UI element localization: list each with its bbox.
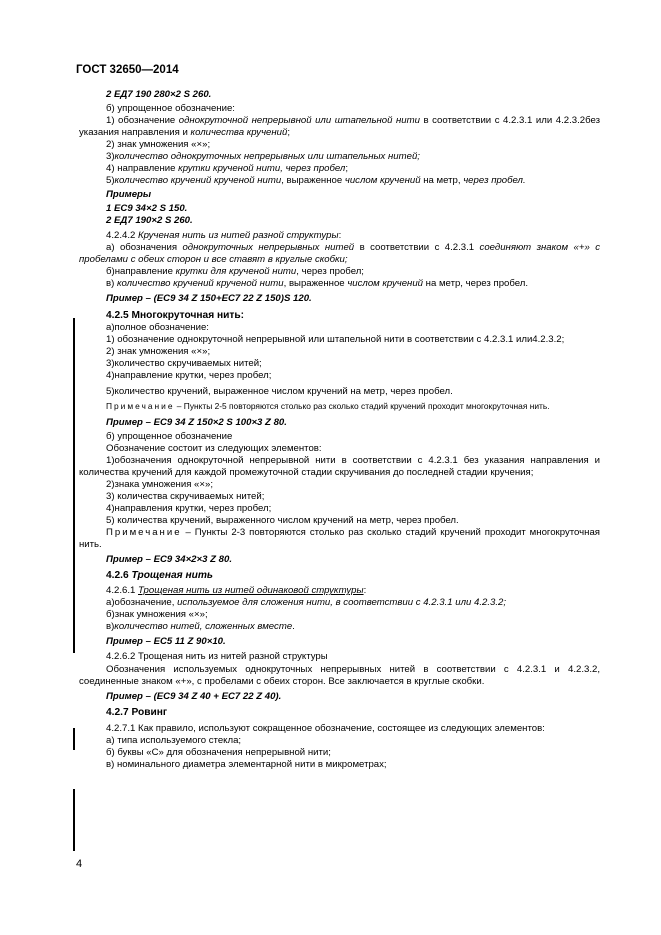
text-run: 2 ЕД7 190 280×2 S 260. [106,89,212,100]
text-run: 1)обозначения однокруточной непрерывной нити в соответствии с 4.2.3.1 без указания направления и количества кручений для каждой промежуточной стадии скручивания до последней стадии кручения; [79,454,600,478]
text-run: количество кручений крученой нити [116,277,284,289]
text-run: 4.2.7.1 Как правило, используют сокращенное обозначение, состоящее из следующих элементов: [106,722,545,734]
list-item [79,609,600,621]
note [79,527,600,551]
text-run: 2)знака умножения «×»; [106,478,213,490]
list-item [79,370,600,382]
text-run: через пробел. [463,175,526,187]
change-bar [73,728,75,750]
list-item [79,103,600,115]
text-run: соединяют знаком «+» с пробелами с обеих сторон и все ставят в круглые скобки; [79,241,600,265]
text-run: 4)направления крутки, через пробел; [106,502,272,514]
list-item [79,621,600,633]
text-run: , через пробел; [296,265,364,277]
text-run: 1) обозначение однокруточной непрерывной или штапельной нити в соответствии с 4.2.3.1 или4.2.3.2; [106,333,565,345]
list-item [79,491,600,503]
text-run: Трощеная нить из нитей одинаковой структуры [138,585,364,597]
text-run: количество однокруточных непрерывных или штапельных нитей; [114,151,420,163]
section-heading [79,310,600,322]
text-run: однокруточных непрерывных нитей [182,241,355,253]
list-item [79,346,600,358]
example-line [79,89,600,101]
text-run: : [338,229,342,241]
list-item [79,503,600,515]
text-run: 4.2.7 Ровинг [106,706,168,718]
text-run: Пример – (ЕС9 34 Z 150+ЕС7 22 Z 150)S 120. [106,292,312,304]
text-run: Трощеная нить [131,570,213,582]
text-run: – Пункты 2-3 повторяются столько раз сколько стадий кручений проходит многокруточная нить. [79,527,600,551]
page-header: ГОСТ 32650—2014 [76,64,179,76]
text-run: количество кручений крученой нити [114,175,282,187]
text-run: числом кручений [347,277,423,289]
text-run: а)обозначение, [106,597,178,609]
example-line [79,215,600,227]
change-bar [73,318,75,653]
example-line [79,691,600,703]
text-run: 5) [106,175,115,187]
text-run: Примечание [106,401,175,412]
page-body [79,89,600,771]
text-run: . [292,621,295,633]
example-line [79,636,600,648]
list-item [79,455,600,479]
example-line [79,417,600,429]
example-line [79,203,600,215]
list-item [79,759,600,771]
text-run: количество нитей, сложенных вместе [114,621,293,633]
list-item [79,334,600,346]
text-run: 1 ЕС9 34×2 S 150. [106,203,188,215]
list-item [79,358,600,370]
text-run: Примеры [106,189,152,201]
text-run: 3) [106,151,115,163]
list-item [79,163,600,175]
text-run: Примечание [106,527,182,539]
text-run: 1) обозначение [106,115,179,127]
text-run: количества кручений [190,127,288,139]
list-item [79,479,600,491]
text-run: 5)количество кручений, выраженное числом кручений на метр, через пробел. [106,386,453,398]
list-item [79,278,600,290]
text-run: б)знак умножения «×»; [106,609,208,621]
text-run: на метр, [420,175,464,187]
list-item [79,139,600,151]
text-run: крутки крученой нити, через пробел [178,163,346,175]
text-run: числом кручений [344,175,421,187]
text-run: а)полное обозначение: [106,321,209,333]
text-run: Обозначение состоит из следующих элементов: [106,442,322,454]
example-line [79,293,600,305]
text-run: однокруточной непрерывной или штапельной нити [178,115,420,127]
text-run: в) [106,277,117,289]
text-run: ; [345,163,349,175]
text-run: 4.2.5 Многокруточная нить: [106,309,245,321]
list-item [79,735,600,747]
paragraph [79,443,600,455]
paragraph [79,723,600,735]
list-item [79,597,600,609]
text-run: : [363,585,367,597]
text-run: Пример – (ЕС9 34 Z 40 + ЕС7 22 Z 40). [106,690,282,702]
text-run: б) упрощенное обозначение [106,430,233,442]
text-run: б) буквы «С» для обозначения непрерывной нити; [106,746,331,758]
text-run: а) типа используемого стекла; [106,734,242,746]
section-heading [79,570,600,582]
text-run: Обозначения используемых однокруточных непрерывных нитей в соответствии с 4.2.3.1 и 4.2.3.2, соединенные знаком «+», с пробелами с обеих сторон. Все заключается в круглые скобки. [79,663,600,687]
text-run: 2 ЕД7 190×2 S 260. [106,215,193,227]
text-run: 4.2.4.2 [106,229,139,241]
note [79,401,600,413]
section-heading [79,707,600,719]
text-run: 4.2.6.1 [106,585,139,597]
text-run: 2) знак умножения «×»; [106,139,211,151]
text-run: используемое для сложения нити, в соответствии с 4.2.3.1 или 4.2.3.2; [177,597,506,609]
text-run: 4)направление крутки, через пробел; [106,370,272,382]
text-run: Пример – ЕС5 11 Z 90×10. [106,636,226,648]
list-item [79,115,600,139]
text-run: в) номинального диаметра элементарной нити в микрометрах; [106,758,387,770]
text-run: в) [106,621,115,633]
text-run: 3)количество скручиваемых нитей; [106,357,262,369]
change-bar [73,789,75,851]
text-run: в соответствии с 4.2.3.1 [354,241,480,253]
text-run: , выраженное [281,175,345,187]
text-run: крутки для крученой нити [175,265,297,277]
list-item [79,515,600,527]
text-run: 3) количества скручиваемых нитей; [106,490,265,502]
text-run: Крученая нить из нитей разной структуры [138,229,339,241]
list-item [79,386,600,398]
text-run: 4.2.6 [106,570,132,582]
text-run: б)направление [106,265,176,277]
page-number: 4 [76,858,83,870]
text-run: на метр, через пробел. [423,277,529,289]
text-run: а) обозначения [106,241,183,253]
subsection-title [79,585,600,597]
paragraph [79,664,600,688]
text-run: 4.2.6.2 Трощеная нить из нитей разной структуры [106,651,328,663]
text-run: в соответствии с 4.2.3.1 или 4.2.3.2без указания направления и [79,115,600,139]
text-run: 2) знак умножения «×»; [106,345,211,357]
subsection-title [79,230,600,242]
text-run: Пример – ЕС9 34×2×3 Z 80. [106,554,232,566]
text-run: Пример – ЕС9 34 Z 150×2 S 100×3 Z 80. [106,416,287,428]
text-run: 4) направление [106,163,179,175]
list-item [79,151,600,163]
list-item [79,242,600,266]
subsection-title [79,651,600,663]
example-line [79,554,600,566]
text-run: – Пункты 2-5 повторяются столько раз сколько стадий кручений проходит многокруточная нить. [174,401,550,412]
text-run: , выраженное [283,277,348,289]
list-item [79,322,600,334]
examples-heading [79,189,600,201]
list-item [79,266,600,278]
text-run: ; [287,127,290,139]
text-run: б) упрощенное обозначение: [106,103,235,115]
list-item [79,747,600,759]
list-item [79,175,600,187]
text-run: 5) количества кручений, выраженного числом кручений на метр, через пробел. [106,515,459,526]
list-item [79,431,600,443]
